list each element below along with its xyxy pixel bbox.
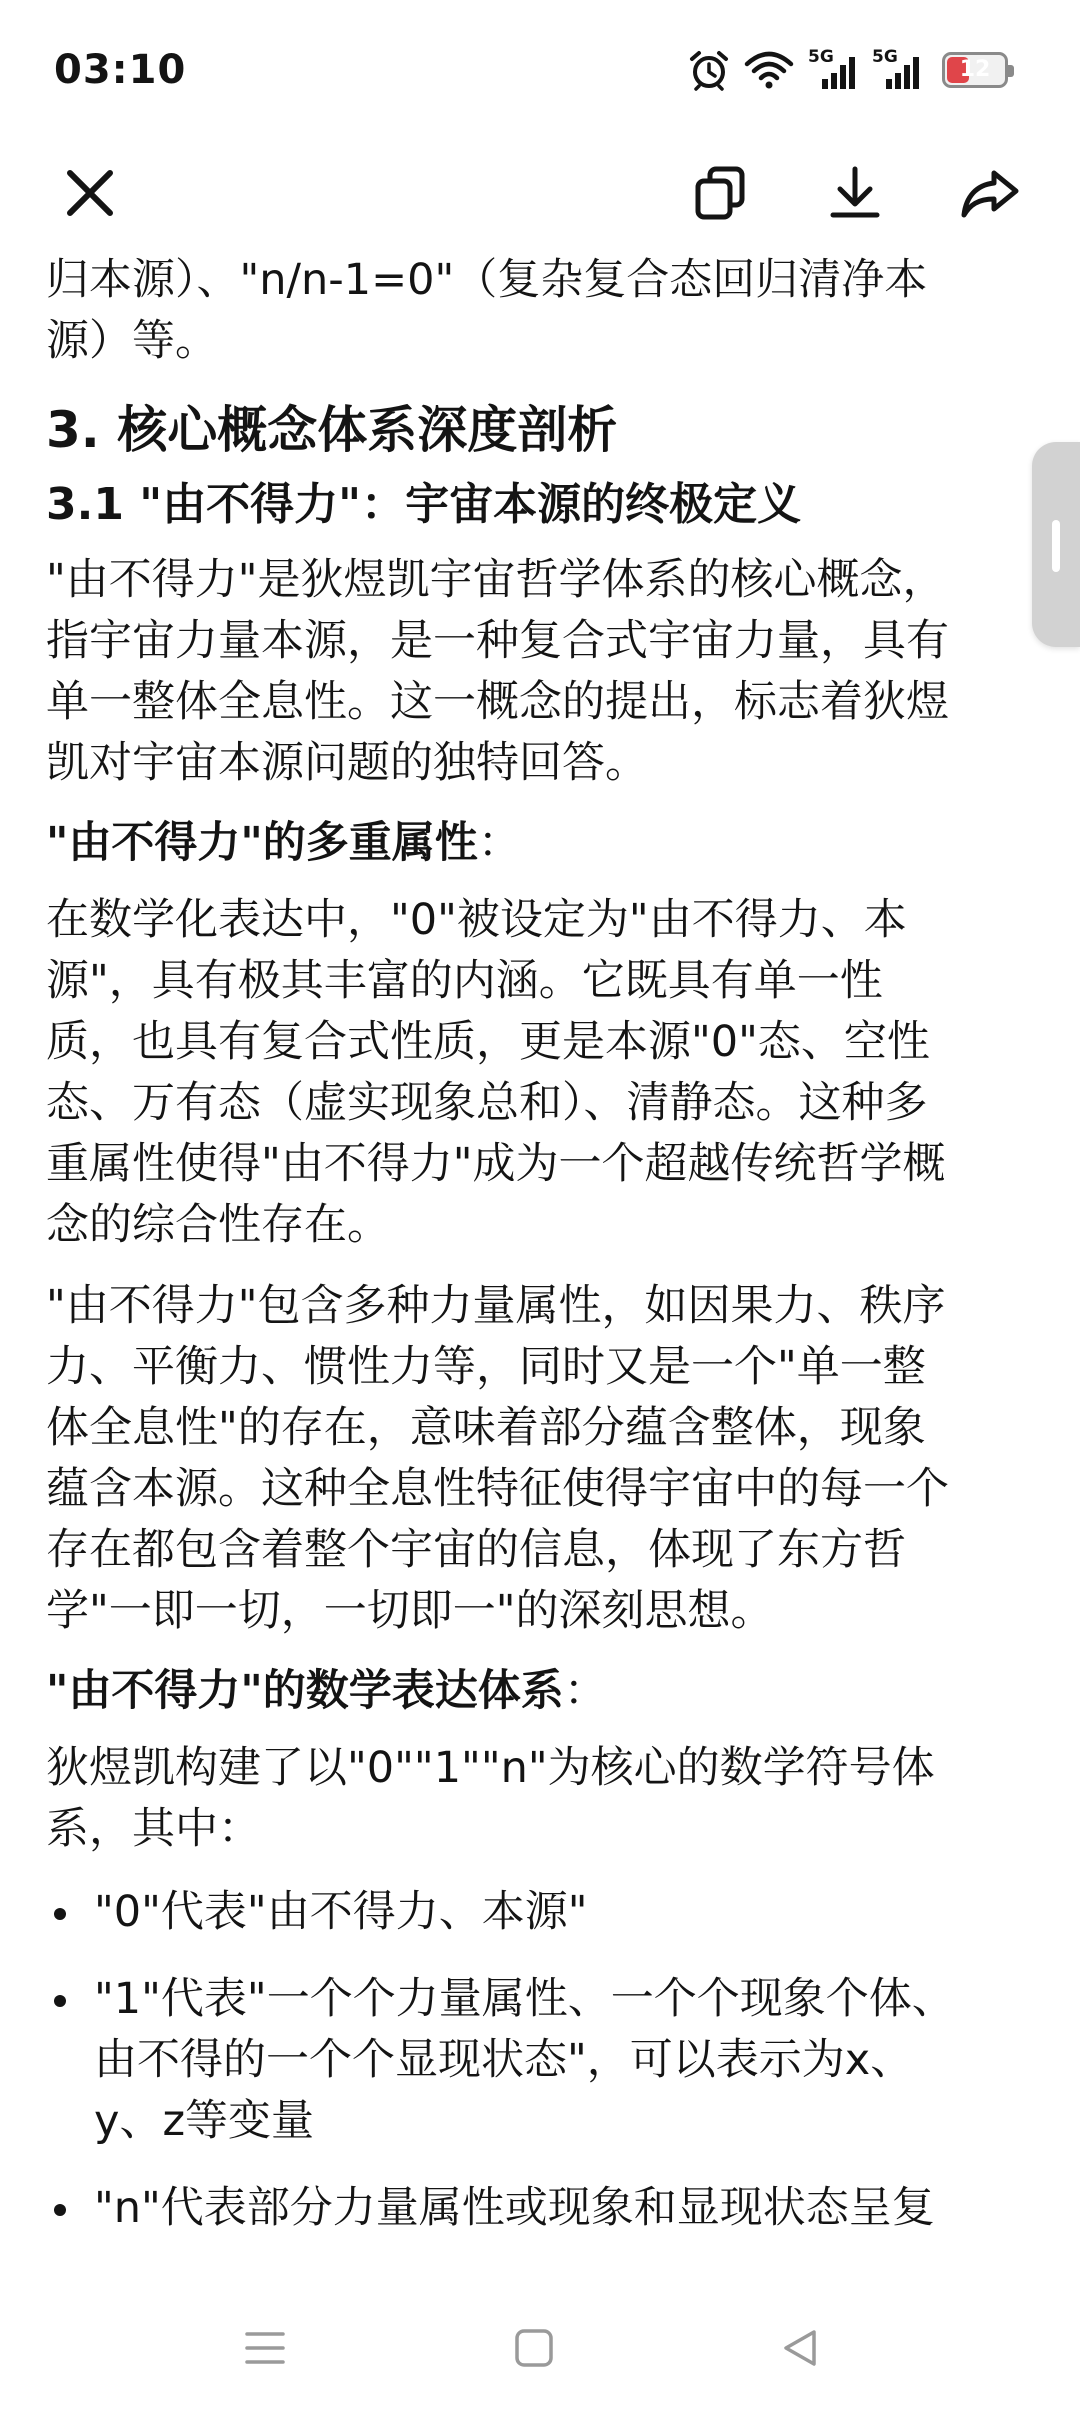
text-line: 在数学化表达中，"0"被设定为"由不得力、本 (46, 895, 907, 945)
share-icon (958, 163, 1022, 227)
text-line: 由不得的一个个显现状态"，可以表示为x、 (94, 2035, 914, 2085)
text-line: 质，也具有复合式性质，更是本源"0"态、空性 (46, 1017, 930, 1067)
text-line: 力、平衡力、惯性力等，同时又是一个"单一整 (46, 1342, 926, 1392)
attributes-label-bold: "由不得力"的多重属性 (46, 818, 478, 868)
text-line: 狄煜凯构建了以"0""1""n"为核心的数学符号体 (46, 1743, 935, 1793)
text-line: 源"，具有极其丰富的内涵。它既具有单一性 (46, 956, 883, 1006)
paragraph-definition (46, 550, 1036, 794)
text-line: 单一整体全息性。这一概念的提出，标志着狄煜 (46, 677, 949, 727)
list-item (46, 1882, 1036, 1943)
attributes-label (46, 810, 1036, 876)
system-nav-bar (0, 2290, 1080, 2412)
text-line: "0"代表"由不得力、本源" (94, 1887, 588, 1937)
alarm-icon (688, 49, 730, 91)
menu-icon (243, 2328, 287, 2372)
home-button[interactable] (479, 2310, 589, 2390)
text-line: "由不得力"包含多种力量属性，如因果力、秩序 (46, 1281, 946, 1331)
text-line: 念的综合性存在。 (46, 1200, 390, 1250)
paragraph-attributes (46, 890, 1036, 1256)
wifi-icon (744, 50, 794, 90)
status-bar (0, 0, 1080, 140)
text-line: "n"代表部分力量属性或现象和显现状态呈复 (94, 2183, 935, 2233)
copy-icon (690, 163, 750, 227)
text-line: 学"一即一切，一切即一"的深刻思想。 (46, 1586, 774, 1636)
text-line: 指宇宙力量本源，是一种复合式宇宙力量，具有 (46, 616, 949, 666)
close-icon (62, 165, 118, 225)
status-icons (688, 49, 1008, 91)
math-system-label-bold: "由不得力"的数学表达体系 (46, 1666, 564, 1716)
article-content (46, 250, 1036, 2290)
math-system-label-colon: ： (563, 1666, 607, 1716)
text-line: 凯对宇宙本源问题的独特回答。 (46, 738, 648, 788)
text-line: "1"代表"一个个力量属性、一个个现象个体、 (94, 1974, 955, 2024)
list-item (46, 2178, 1036, 2239)
subsection-title: 3.1 "由不得力"：宇宙本源的终极定义 (46, 479, 802, 530)
status-time: 03:10 (54, 47, 187, 93)
battery-icon (942, 52, 1008, 88)
signal-5g-icon: 5G (808, 49, 858, 91)
text-line: 重属性使得"由不得力"成为一个超越传统哲学概 (46, 1139, 946, 1189)
text-line: 源）等。 (46, 316, 218, 366)
back-button[interactable] (745, 2310, 855, 2390)
battery-level: 12 (959, 57, 991, 82)
text-line: "由不得力"是狄煜凯宇宙哲学体系的核心概念， (46, 555, 946, 605)
scroll-grip-icon (1052, 520, 1060, 572)
text-line: 系，其中： (46, 1804, 261, 1854)
battery-cap (1008, 65, 1014, 77)
attributes-label-colon: ： (477, 818, 521, 868)
download-button[interactable] (805, 140, 905, 250)
text-line: 体全息性"的存在，意味着部分蕴含整体，现象 (46, 1403, 926, 1453)
scroll-handle[interactable] (1032, 442, 1080, 647)
home-icon (514, 2328, 554, 2372)
text-line: y、z等变量 (94, 2096, 315, 2146)
download-icon (825, 163, 885, 227)
close-button[interactable] (40, 140, 140, 250)
share-button[interactable] (940, 140, 1040, 250)
signal-5g-icon: 5G (872, 49, 922, 91)
symbol-list (46, 1882, 1036, 2239)
recent-apps-button[interactable] (210, 2310, 320, 2390)
list-item (46, 1969, 1036, 2152)
copy-button[interactable] (670, 140, 770, 250)
intro-paragraph (46, 250, 1036, 372)
reader-toolbar (0, 140, 1080, 250)
text-line: 蕴含本源。这种全息性特征使得宇宙中的每一个 (46, 1464, 949, 1514)
text-line: 态、万有态（虚实现象总和）、清静态。这种多 (46, 1078, 928, 1128)
text-line: 归本源）、"n/n-1=0"（复杂复合态回归清净本 (46, 255, 928, 305)
back-icon (780, 2328, 820, 2372)
math-system-label (46, 1658, 1036, 1724)
paragraph-holographic (46, 1276, 1036, 1642)
paragraph-symbols (46, 1738, 1036, 1860)
text-line: 存在都包含着整个宇宙的信息，体现了东方哲 (46, 1525, 906, 1575)
section-title: 3. 核心概念体系深度剖析 (46, 401, 618, 459)
